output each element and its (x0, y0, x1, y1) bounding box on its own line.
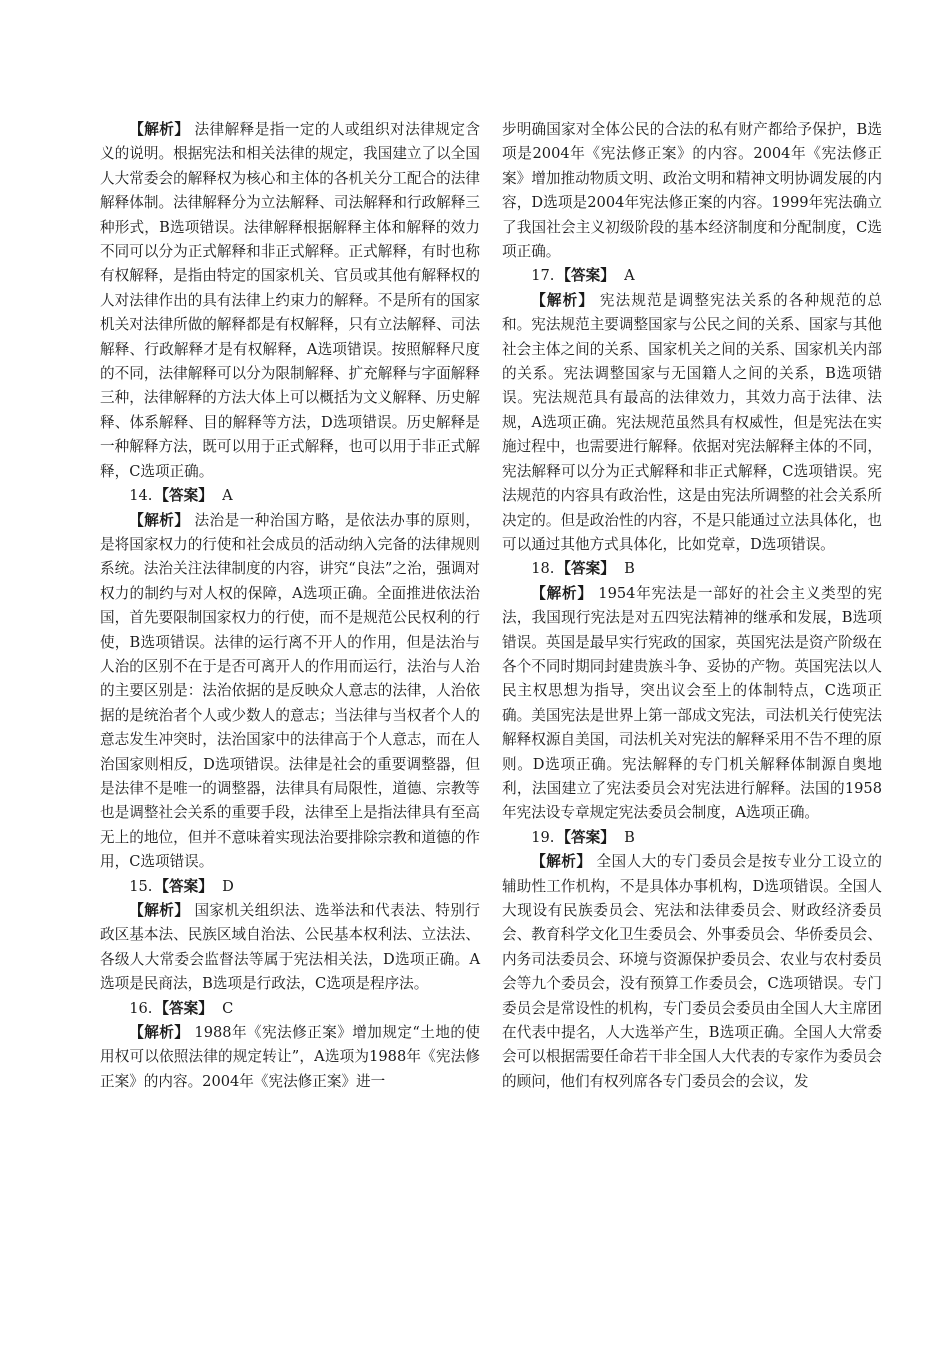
question-number: 15. (129, 877, 153, 895)
answer-label: 【答案】 (154, 487, 213, 505)
answer-value: A (624, 267, 635, 285)
analysis-label: 【解析】 (129, 902, 190, 919)
analysis-label: 【解析】 (531, 291, 595, 309)
analysis-16-continued: 步明确国家对全体公民的合法的私有财产都给予保护，B选项是2004年《宪法修正案》的内容。2004年《宪法修正案》增加推动物质文明、政治文明和精神文明协调发展的内容，D选项是2004年宪法修正案的内容。1999年宪法确立了我国社会主义初级阶段的基本经济制度和分配制度，C选项正确。 (502, 121, 882, 261)
question-number: 17. (531, 267, 555, 285)
analysis-label: 【解析】 (129, 1024, 190, 1042)
answer-15 (100, 875, 480, 899)
answer-label: 【答案】 (556, 267, 615, 285)
answer-label: 【答案】 (154, 877, 213, 895)
analysis-label: 【解析】 (129, 511, 190, 529)
answer-value: C (222, 999, 234, 1017)
analysis-16 (100, 1021, 480, 1094)
analysis-17-text: 宪法规范是调整宪法关系的各种规范的总和。宪法规范主要调整国家与公民之间的关系、国家与其他社会主体之间的关系、国家机关之间的关系、国家机关内部的关系。宪法调整国家与无国籍人之间的关系，B选项错误。宪法规范具有最高的法律效力，其效力高于法律、法规，A选项正确。宪法规范虽然具有权威性，但是宪法在实施过程中，也需要进行解释。依据对宪法解释主体的不同，宪法解释可以分为正式解释和非正式解释，C选项错误。宪法规范的内容具有政治性，这是由宪法所调整的社会关系所决定的。但是政治性的内容，不是只能通过立法具体化，也可以通过其他方式具体化，比如党章，D选项错误。 (502, 291, 882, 553)
answer-value: B (624, 560, 635, 578)
answer-label: 【答案】 (556, 828, 615, 846)
analysis-18 (502, 582, 882, 826)
analysis-17 (502, 289, 882, 557)
answer-value: A (222, 487, 233, 505)
answer-14 (100, 484, 480, 508)
left-column (100, 118, 480, 1094)
question-number: 14. (129, 487, 153, 505)
analysis-label: 【解析】 (129, 121, 190, 138)
analysis-18-text: 1954年宪法是一部好的社会主义类型的宪法，我国现行宪法是对五四宪法精神的继承和发展，B选项错误。英国是最早实行宪政的国家，英国宪法是资产阶级在各个不同时期同封建贵族斗争、妥协的产物。英国宪法以人民主权思想为指导，突出议会至上的体制特点，C选项正确。美国宪法是世界上第一部成文宪法，司法机关行使宪法解释权源自美国，司法机关对宪法的解释采用不告不理的原则。D选项正确。宪法解释的专门机关解释体制源自奥地利，法国建立了宪法委员会对宪法进行解释。法国的1958年宪法设专章规定宪法委员会制度，A选项正确。 (502, 584, 882, 822)
answer-value: B (624, 828, 635, 846)
answer-19 (502, 826, 882, 850)
answer-18 (502, 557, 882, 581)
analysis-13-text: 法律解释是指一定的人或组织对法律规定含义的说明。根据宪法和相关法律的规定，我国建立了以全国人大常委会的解释权为核心和主体的各机关分工配合的法律解释体制。法律解释分为立法解释、司法解释和行政解释三种形式，B选项错误。法律解释根据解释主体和解释的效力不同可以分为正式解释和非正式解释。正式解释，有时也称有权解释，是指由特定的国家机关、官员或其他有解释权的人对法律作出的具有法律上约束力的解释。不是所有的国家机关对法律所做的解释都是有权解释，只有立法解释、司法解释、行政解释才是有权解释，A选项错误。按照解释尺度的不同，法律解释可以分为限制解释、扩充解释与字面解释三种，法律解释的方法大体上可以概括为文义解释、历史解释、体系解释、目的解释等方法，D选项错误。历史解释是一种解释方法，既可以用于正式解释，也可以用于非正式解释，C选项正确。 (100, 121, 480, 480)
analysis-19 (502, 850, 882, 1094)
question-number: 16. (129, 999, 153, 1017)
question-number: 18. (531, 560, 555, 578)
answer-17 (502, 264, 882, 288)
analysis-13 (100, 118, 480, 484)
answer-16 (100, 997, 480, 1021)
analysis-19-text: 全国人大的专门委员会是按专业分工设立的辅助性工作机构，不是具体办事机构，D选项错误。全国人大现设有民族委员会、宪法和法律委员会、财政经济委员会、教育科学文化卫生委员会、外事委员会、华侨委员会、内务司法委员会、环境与资源保护委员会、农业与农村委员会等九个委员会，没有预算工作委员会，C选项错误。专门委员会是常设性的机构，专门委员会委员由全国人大主席团在代表中提名，人大选举产生，B选项正确。全国人大常委会可以根据需要任命若干非全国人大代表的专家作为委员会的顾问，他们有权列席各专门委员会的会议，发 (502, 853, 882, 1090)
right-column (502, 118, 882, 1094)
analysis-14 (100, 509, 480, 875)
analysis-15-text: 国家机关组织法、选举法和代表法、特别行政区基本法、民族区域自治法、公民基本权利法、立法法、各级人大常委会监督法等属于宪法相关法，D选项正确。A选项是民商法，B选项是行政法，C选项是程序法。 (100, 902, 480, 993)
analysis-16-text: 1988年《宪法修正案》增加规定“土地的使用权可以依照法律的规定转让”，A选项为1988年《宪法修正案》的内容。2004年《宪法修正案》进一 (100, 1024, 480, 1090)
analysis-15 (100, 899, 480, 997)
analysis-label: 【解析】 (531, 853, 592, 871)
analysis-label: 【解析】 (531, 584, 593, 602)
answer-label: 【答案】 (556, 560, 615, 578)
answer-label: 【答案】 (154, 999, 213, 1017)
question-number: 19. (531, 828, 555, 846)
answer-value: D (222, 877, 234, 895)
analysis-14-text: 法治是一种治国方略，是依法办事的原则，是将国家权力的行使和社会成员的活动纳入完备的法律规则系统。法治关注法律制度的内容，讲究“良法”之治，强调对权力的制约与对人权的保障，A选项正确。全面推进依法治国，首先要限制国家权力的行使，而不是规范公民权利的行使，B选项错误。法律的运行离不开人的作用，但是法治与人治的区别不在于是否可离开人的作用而运行，法治与人治的主要区别是：法治依据的是反映众人意志的法律，人治依据的是统治者个人或少数人的意志；当法律与当权者个人的意志发生冲突时，法治国家中的法律高于个人意志，而在人治国家则相反，D选项错误。法律是社会的重要调整器，但是法律不是唯一的调整器，法律具有局限性，道德、宗教等也是调整社会关系的重要手段，法律至上是指法律具有至高无上的地位，但并不意味着实现法治要排除宗教和道德的作用，C选项错误。 (100, 511, 480, 871)
